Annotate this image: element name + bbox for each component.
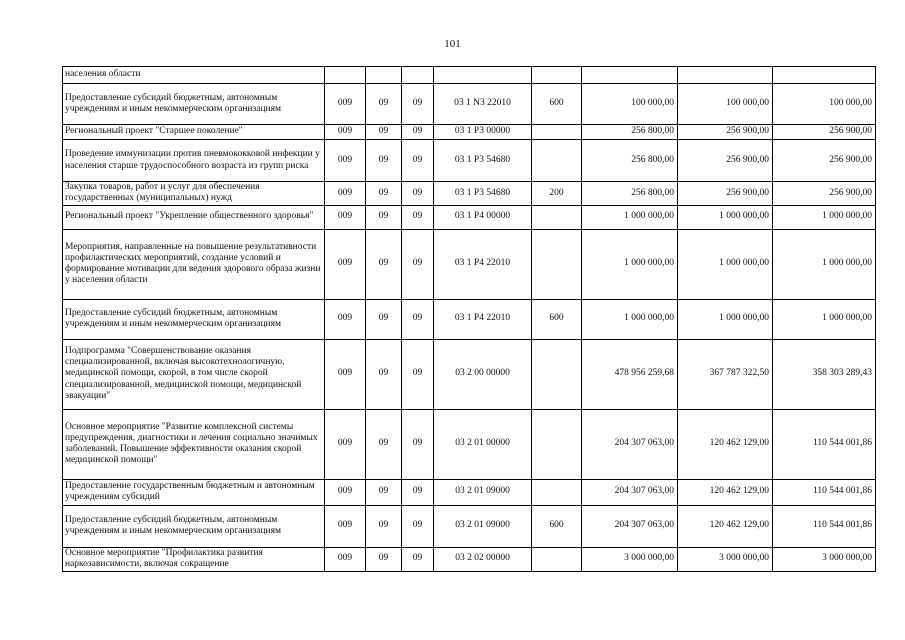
- cell-code: 03 1 P3 54680: [434, 140, 532, 182]
- cell-v1: 1 000 000,00: [582, 205, 678, 229]
- cell-v1: 478 956 259,68: [582, 339, 678, 409]
- table-row: [63, 67, 876, 84]
- cell-v2: 256 900,00: [678, 140, 773, 182]
- cell-v2: 1 000 000,00: [678, 299, 773, 339]
- cell-v3: 256 900,00: [773, 140, 876, 182]
- cell-v2: 120 462 129,00: [678, 479, 773, 505]
- cell-c3: 09: [402, 205, 434, 229]
- cell-v3: 1 000 000,00: [773, 205, 876, 229]
- cell-name: Предоставление субсидий бюджетным, автономным учреждениям и иным некоммерческим организациям: [63, 299, 325, 339]
- cell-v3: 3 000 000,00: [773, 547, 876, 571]
- cell-c3: 09: [402, 84, 434, 125]
- cell-vr: 600: [532, 505, 582, 547]
- cell-c3: 09: [402, 409, 434, 479]
- cell-v1: 100 000,00: [582, 84, 678, 125]
- cell-vr: [532, 479, 582, 505]
- cell-c2: 09: [366, 339, 402, 409]
- cell-name: Закупка товаров, работ и услуг для обеспечения государственных (муниципальных) нужд: [63, 182, 325, 206]
- cell-c2: 09: [366, 84, 402, 125]
- cell-c3: 09: [402, 229, 434, 299]
- cell-c2: 09: [366, 125, 402, 140]
- cell-v3: [773, 67, 876, 84]
- cell-name: Основное мероприятие "Развитие комплексной системы предупреждения, диагностики и лечения социально значимых заболеваний. Повышение эффективности оказания скорой медицинской помощи": [63, 409, 325, 479]
- cell-v1: 204 307 063,00: [582, 479, 678, 505]
- cell-c2: 09: [366, 140, 402, 182]
- cell-code: 03 1 P3 54680: [434, 182, 532, 206]
- cell-v2: 1 000 000,00: [678, 205, 773, 229]
- cell-c2: 09: [366, 205, 402, 229]
- cell-c1: 009: [325, 409, 366, 479]
- cell-c1: 009: [325, 505, 366, 547]
- cell-v1: 256 800,00: [582, 125, 678, 140]
- table-row: [63, 140, 876, 182]
- cell-v3: 110 544 001,86: [773, 505, 876, 547]
- cell-c1: 009: [325, 125, 366, 140]
- cell-code: 03 1 P4 22010: [434, 299, 532, 339]
- cell-vr: [532, 140, 582, 182]
- cell-v2: [678, 67, 773, 84]
- cell-name: Мероприятия, направленные на повышение результативности профилактических мероприятий, создание условий и формирование мотивации для ведения здорового образа жизни у населения области: [63, 229, 325, 299]
- cell-code: 03 1 P4 00000: [434, 205, 532, 229]
- cell-c3: 09: [402, 505, 434, 547]
- cell-v3: 358 303 289,43: [773, 339, 876, 409]
- cell-code: 03 1 P4 22010: [434, 229, 532, 299]
- cell-name: Предоставление субсидий бюджетным, автономным учреждениям и иным некоммерческим организациям: [63, 84, 325, 125]
- cell-c3: 09: [402, 547, 434, 571]
- cell-v1: 1 000 000,00: [582, 299, 678, 339]
- cell-c1: 009: [325, 339, 366, 409]
- cell-v2: 256 900,00: [678, 125, 773, 140]
- cell-c2: 09: [366, 547, 402, 571]
- cell-name: Основное мероприятие "Профилактика развития наркозависимости, включая сокращение: [63, 547, 325, 571]
- table-row: [63, 182, 876, 206]
- table-row: [63, 125, 876, 140]
- cell-c2: 09: [366, 299, 402, 339]
- cell-v3: 256 900,00: [773, 182, 876, 206]
- table-row: [63, 299, 876, 339]
- cell-code: 03 2 01 00000: [434, 409, 532, 479]
- cell-c2: 09: [366, 229, 402, 299]
- cell-c1: 009: [325, 84, 366, 125]
- cell-v3: 256 900,00: [773, 125, 876, 140]
- cell-vr: [532, 67, 582, 84]
- cell-code: 03 2 01 09000: [434, 505, 532, 547]
- page-number: 101: [444, 38, 461, 50]
- cell-c1: [325, 67, 366, 84]
- cell-code: [434, 67, 532, 84]
- cell-c1: 009: [325, 299, 366, 339]
- cell-v1: 256 800,00: [582, 182, 678, 206]
- cell-v2: 120 462 129,00: [678, 409, 773, 479]
- cell-c3: 09: [402, 140, 434, 182]
- cell-name: Региональный проект "Старшее поколение": [63, 125, 325, 140]
- table-row: [63, 205, 876, 229]
- cell-c1: 009: [325, 229, 366, 299]
- cell-code: 03 1 P3 00000: [434, 125, 532, 140]
- table-row: [63, 409, 876, 479]
- cell-c2: 09: [366, 409, 402, 479]
- cell-c1: 009: [325, 547, 366, 571]
- budget-table: [62, 66, 876, 572]
- cell-v3: 110 544 001,86: [773, 479, 876, 505]
- cell-c1: 009: [325, 205, 366, 229]
- cell-name: Проведение иммунизации против пневмококковой инфекции у населения старше трудоспособного возраста из групп риска: [63, 140, 325, 182]
- cell-c3: 09: [402, 182, 434, 206]
- cell-vr: 600: [532, 299, 582, 339]
- cell-v3: 1 000 000,00: [773, 299, 876, 339]
- cell-code: 03 1 N3 22010: [434, 84, 532, 125]
- cell-c2: [366, 67, 402, 84]
- table-row: [63, 505, 876, 547]
- cell-c2: 09: [366, 505, 402, 547]
- table-row: [63, 339, 876, 409]
- cell-v3: 110 544 001,86: [773, 409, 876, 479]
- cell-c3: 09: [402, 479, 434, 505]
- cell-code: 03 2 00 00000: [434, 339, 532, 409]
- cell-name: Подпрограмма "Совершенствование оказания специализированной, включая высокотехнологичную, медицинской помощи, скорой, в том числе скорой специализированной, медицинской помощи, медицинской эвакуации": [63, 339, 325, 409]
- cell-c1: 009: [325, 182, 366, 206]
- cell-name: Региональный проект "Укрепление общественного здоровья": [63, 205, 325, 229]
- cell-v1: 256 800,00: [582, 140, 678, 182]
- cell-name: населения области: [63, 67, 325, 84]
- cell-vr: [532, 339, 582, 409]
- cell-v1: 204 307 063,00: [582, 409, 678, 479]
- cell-code: 03 2 02 00000: [434, 547, 532, 571]
- cell-c2: 09: [366, 182, 402, 206]
- cell-name: Предоставление государственным бюджетным и автономным учреждениям субсидий: [63, 479, 325, 505]
- cell-v2: 1 000 000,00: [678, 229, 773, 299]
- cell-code: 03 2 01 09000: [434, 479, 532, 505]
- table-row: [63, 229, 876, 299]
- cell-v1: 204 307 063,00: [582, 505, 678, 547]
- cell-c1: 009: [325, 479, 366, 505]
- cell-c3: [402, 67, 434, 84]
- cell-vr: [532, 547, 582, 571]
- table-row: [63, 547, 876, 571]
- cell-v1: 1 000 000,00: [582, 229, 678, 299]
- cell-v2: 367 787 322,50: [678, 339, 773, 409]
- cell-c3: 09: [402, 125, 434, 140]
- cell-c1: 009: [325, 140, 366, 182]
- cell-name: Предоставление субсидий бюджетным, автономным учреждениям и иным некоммерческим организациям: [63, 505, 325, 547]
- cell-vr: [532, 125, 582, 140]
- cell-v2: 3 000 000,00: [678, 547, 773, 571]
- cell-vr: [532, 229, 582, 299]
- cell-v3: 100 000,00: [773, 84, 876, 125]
- cell-c2: 09: [366, 479, 402, 505]
- table-row: [63, 84, 876, 125]
- cell-v2: 256 900,00: [678, 182, 773, 206]
- cell-c3: 09: [402, 339, 434, 409]
- cell-vr: [532, 205, 582, 229]
- cell-vr: [532, 409, 582, 479]
- cell-c3: 09: [402, 299, 434, 339]
- cell-v2: 100 000,00: [678, 84, 773, 125]
- cell-v2: 120 462 129,00: [678, 505, 773, 547]
- cell-v3: 1 000 000,00: [773, 229, 876, 299]
- table-row: [63, 479, 876, 505]
- cell-vr: 200: [532, 182, 582, 206]
- cell-vr: 600: [532, 84, 582, 125]
- cell-v1: [582, 67, 678, 84]
- cell-v1: 3 000 000,00: [582, 547, 678, 571]
